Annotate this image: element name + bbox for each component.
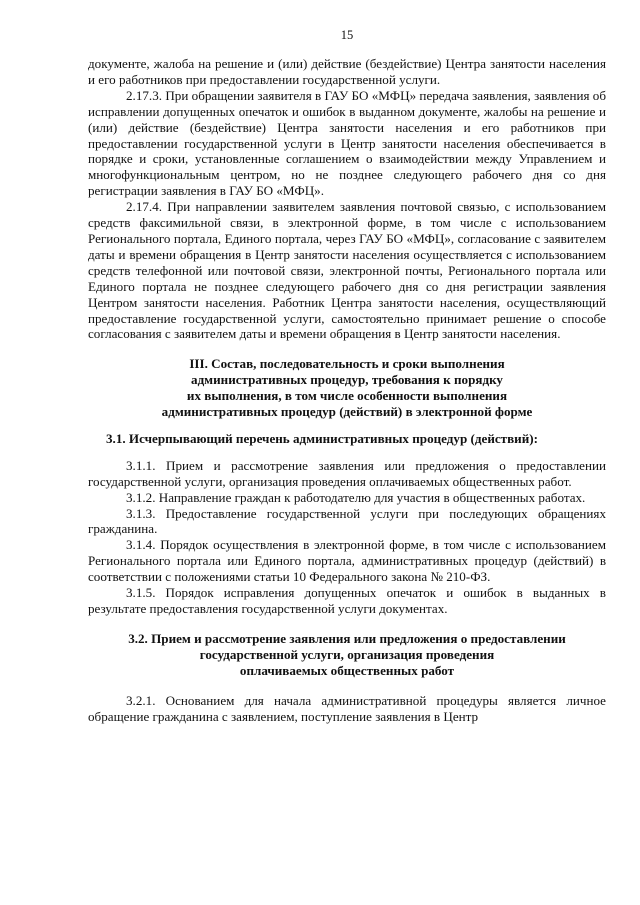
- paragraph-3-2-1: 3.2.1. Основанием для начала административной процедуры является личное обращение гражданина с заявлением, поступление заявления в Центр: [88, 692, 606, 724]
- section-3-heading-line: III. Состав, последовательность и сроки выполнения: [189, 356, 505, 372]
- subsection-3-2-heading-line: государственной услуги, организация проведения: [199, 646, 495, 662]
- page-number: 15: [340, 28, 354, 42]
- section-3-heading-line: их выполнения, в том числе особенности выполнения: [186, 388, 508, 404]
- subsection-3-2-heading-line: 3.2. Прием и рассмотрение заявления или предложения о предоставлении: [128, 630, 566, 646]
- document-body: [88, 56, 606, 724]
- paragraph-3-1-4: 3.1.4. Порядок осуществления в электронной форме, в том числе с использованием Регионального портала или Единого портала, административных процедур (действий) в соответствии с положениями статьи 10 Федерального закона № 210-ФЗ.: [88, 537, 606, 585]
- paragraph-3-1-1: 3.1.1. Прием и рассмотрение заявления или предложения о предоставлении государственной услуги, организация проведения оплачиваемых общественных работ.: [88, 457, 606, 489]
- subsection-3-2-heading-line: оплачиваемых общественных работ: [239, 662, 455, 678]
- section-3-heading-line: административных процедур, требования к порядку: [191, 372, 503, 388]
- subsection-3-1-heading: 3.1. Исчерпывающий перечень административных процедур (действий):: [106, 430, 538, 446]
- paragraph-3-1-3: 3.1.3. Предоставление государственной услуги при последующих обращениях гражданина.: [88, 505, 606, 537]
- paragraph-3-1-5: 3.1.5. Порядок исправления допущенных опечаток и ошибок в выданных в результате предоставления государственной услуги документах.: [88, 585, 606, 616]
- section-3-heading: [88, 356, 606, 420]
- section-3-heading-line: административных процедур (действий) в электронной форме: [161, 404, 533, 420]
- paragraph-3-1-2: 3.1.2. Направление граждан к работодателю для участия в общественных работах.: [126, 489, 586, 505]
- paragraph-2-17-4: 2.17.4. При направлении заявителем заявления почтовой связью, с использованием средств факсимильной связи, в электронной форме, в том числе с использованием Регионального портала, Единого портала, через ГАУ БО «МФЦ», согласование с заявителем даты и времени обращения в Центр занятости населения осуществляется с использованием средств телефонной или почтовой связи, электронной почты, Регионального портала или Единого портала не позднее следующего рабочего дня со дня регистрации заявления Центром занятости населения. Работник Центра занятости населения, осуществляющий предоставление государственной услуги, самостоятельно принимает решение о способе согласования с заявителем даты и времени обращения в Центр занятости населения.: [88, 199, 606, 342]
- subsection-3-2-heading: [88, 631, 606, 679]
- paragraph-intro-continuation: документе, жалоба на решение и (или) действие (бездействие) Центра занятости населения и его работников при предоставлении государственной услуги.: [88, 56, 606, 87]
- paragraph-2-17-3: 2.17.3. При обращении заявителя в ГАУ БО «МФЦ» передача заявления, заявления об исправлении допущенных опечаток и ошибок в выданном документе, жалобы на решение и (или) действие (бездействие) Центра занятости населения и его работников при предоставлении государственной услуги в Центр занятости населения обеспечивается в порядке и сроки, установленные соглашением о взаимодействии между Управлением и многофункциональным центром, но не позднее следующего рабочего дня со дня регистрации заявления в ГАУ БО «МФЦ».: [88, 87, 606, 199]
